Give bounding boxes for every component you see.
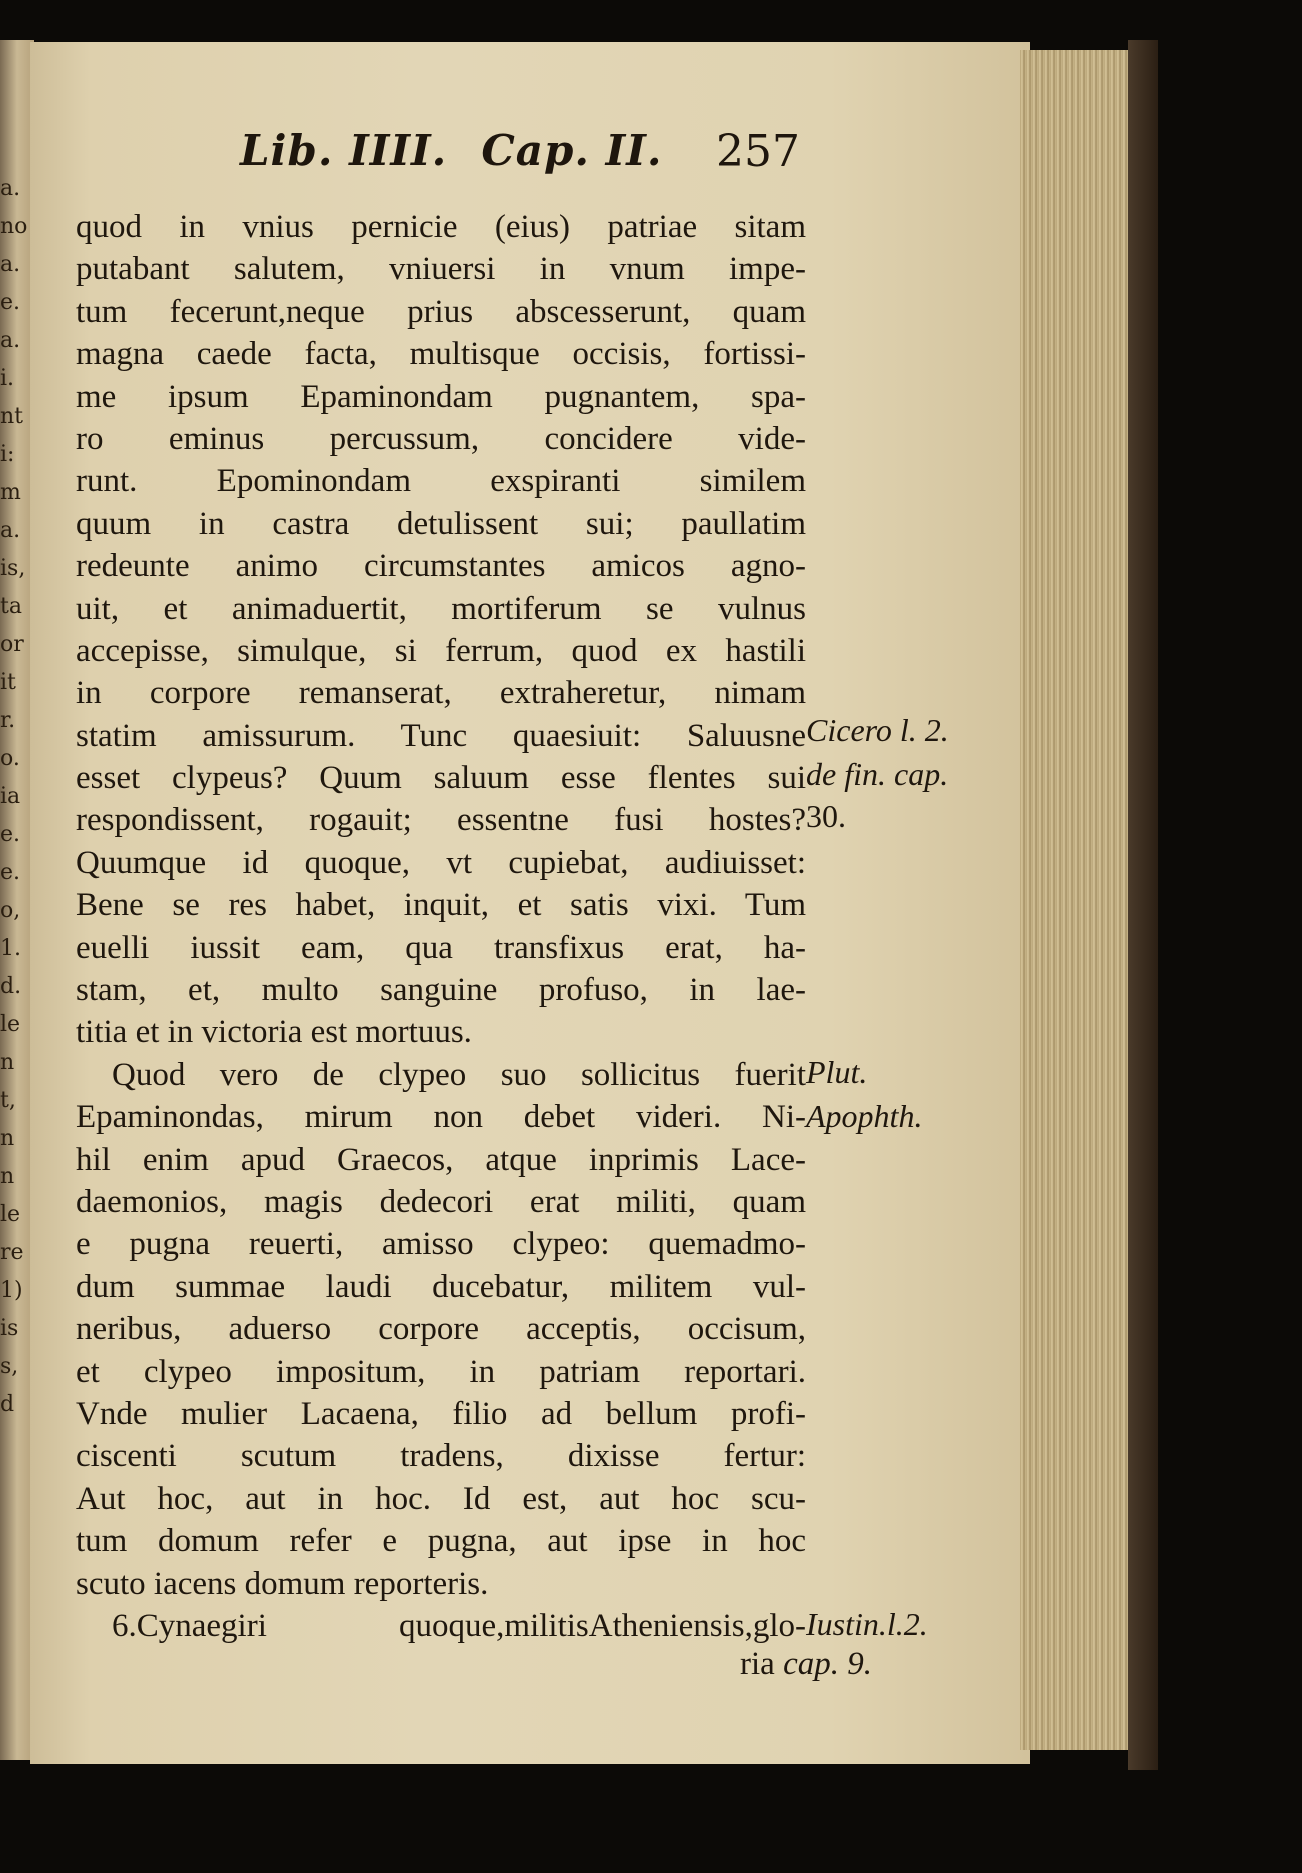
previous-page-fragment: no bbox=[0, 214, 28, 239]
previous-page-fragment: m bbox=[0, 480, 21, 505]
previous-page-fragment: is, bbox=[0, 556, 26, 581]
previous-page-fragment: it bbox=[0, 670, 16, 695]
previous-page-fragment: d bbox=[0, 1392, 15, 1417]
previous-page-fragment: e. bbox=[0, 290, 21, 315]
previous-page-fragment: is bbox=[0, 1316, 19, 1341]
previous-page-fragment: 1. bbox=[0, 936, 21, 961]
text-line: scuto iacens domum reporteris. bbox=[76, 1565, 489, 1602]
text-line: me ipsum Epaminondam pugnantem, spa- bbox=[76, 378, 806, 415]
previous-page-fragment: n bbox=[0, 1164, 15, 1189]
page-block-edges bbox=[1020, 50, 1136, 1750]
previous-page-fragment: nt bbox=[0, 404, 24, 429]
margin-note-iustin: Iustin.l.2. bbox=[806, 1606, 928, 1642]
text-line: respondissent, rogauit; essentne fusi hostes? bbox=[76, 802, 806, 839]
text-line: in corpore remanserat, extraheretur, nimam bbox=[76, 675, 806, 712]
chapter-number: Cap. II. bbox=[481, 126, 663, 175]
text-line: 6.Cynaegiri quoque,militisAtheniensis,glo- bbox=[112, 1607, 806, 1644]
catchword bbox=[740, 1646, 872, 1683]
book-binding bbox=[1128, 40, 1158, 1770]
text-line: daemonios, magis dedecori erat militi, quam bbox=[76, 1183, 806, 1220]
text-line: titia et in victoria est mortuus. bbox=[76, 1014, 472, 1051]
text-line: dum summae laudi ducebatur, militem vul- bbox=[76, 1268, 806, 1305]
text-line: putabant salutem, vniuersi in vnum impe- bbox=[76, 251, 806, 288]
previous-page-fragment: o, bbox=[0, 898, 21, 923]
text-line: Aut hoc, aut in hoc. Id est, aut hoc scu- bbox=[76, 1480, 806, 1517]
margin-note-apophth: Apophth. bbox=[806, 1098, 923, 1134]
previous-page-fragment: t, bbox=[0, 1088, 16, 1113]
margin-note-plutarch: Plut. bbox=[806, 1054, 868, 1090]
page-number: 257 bbox=[716, 126, 800, 177]
previous-page-fragment: ia bbox=[0, 784, 21, 809]
text-line: stam, et, multo sanguine profuso, in lae- bbox=[76, 972, 806, 1009]
previous-page-fragment: le bbox=[0, 1012, 21, 1037]
previous-page-fragment: a. bbox=[0, 328, 21, 353]
previous-page-fragment: e. bbox=[0, 822, 21, 847]
text-line: esset clypeus? Quum saluum esse flentes sui bbox=[76, 760, 806, 797]
text-line: statim amissurum. Tunc quaesiuit: Saluusne bbox=[76, 717, 806, 754]
previous-page-fragment: re bbox=[0, 1240, 24, 1265]
text-line: quod in vnius pernicie (eius) patriae sitam bbox=[76, 209, 806, 245]
text-line: et clypeo impositum, in patriam reportari. bbox=[76, 1353, 806, 1390]
text-line: e pugna reuerti, amisso clypeo: quemadmo- bbox=[76, 1226, 806, 1263]
text-line: hil enim apud Graecos, atque inprimis Lace- bbox=[76, 1141, 806, 1178]
text-line: magna caede facta, multisque occisis, fortissi- bbox=[76, 336, 806, 373]
text-line: Quumque id quoque, vt cupiebat, audiuisset: bbox=[76, 844, 806, 881]
margin-note-cicero-chapter: 30. bbox=[806, 798, 846, 834]
text-line: Vnde mulier Lacaena, filio ad bellum profi- bbox=[76, 1395, 806, 1432]
text-line: quum in castra detulissent sui; paullatim bbox=[76, 505, 806, 542]
previous-page-fragment: n bbox=[0, 1050, 15, 1075]
previous-page-fragment: o. bbox=[0, 746, 20, 771]
text-line: tum domum refer e pugna, aut ipse in hoc bbox=[76, 1523, 806, 1560]
text-line: euelli iussit eam, qua transfixus erat, ha- bbox=[76, 929, 806, 966]
catchword-ref: cap. 9. bbox=[783, 1646, 872, 1682]
previous-page-fragment: 1) bbox=[0, 1278, 23, 1303]
body-text bbox=[76, 206, 806, 1647]
previous-page-fragment: a. bbox=[0, 252, 21, 277]
text-line: tum fecerunt,neque prius abscesserunt, quam bbox=[76, 293, 806, 330]
text-line: Bene se res habet, inquit, et satis vixi. Tum bbox=[76, 887, 806, 924]
previous-page-fragment: i. bbox=[0, 366, 15, 391]
previous-page-fragment: or bbox=[0, 632, 24, 657]
previous-page-fragment: i: bbox=[0, 442, 15, 467]
running-head bbox=[240, 126, 696, 175]
text-line: ciscenti scutum tradens, dixisse fertur: bbox=[76, 1438, 806, 1475]
catchword-text: ria bbox=[740, 1646, 775, 1682]
previous-page-fragment: ta bbox=[0, 594, 22, 619]
text-line: accepisse, simulque, si ferrum, quod ex hastili bbox=[76, 632, 806, 669]
previous-page-fragment: r. bbox=[0, 708, 16, 733]
text-line: redeunte animo circumstantes amicos agno- bbox=[76, 548, 806, 585]
previous-page-fragment: n bbox=[0, 1126, 15, 1151]
text-line: Quod vero de clypeo suo sollicitus fuerit bbox=[112, 1056, 806, 1093]
book-number: Lib. IIII. bbox=[240, 126, 448, 175]
text-line: Epaminondas, mirum non debet videri. Ni- bbox=[76, 1099, 806, 1136]
margin-note-cicero: Cicero l. 2. bbox=[806, 712, 949, 748]
previous-page-fragment: a. bbox=[0, 518, 21, 543]
margin-note-cicero-ref: de fin. cap. bbox=[806, 756, 949, 792]
text-line: uit, et animaduertit, mortiferum se vulnus bbox=[76, 590, 806, 627]
text-line: runt. Epominondam exspiranti similem bbox=[76, 463, 806, 500]
previous-page-fragment: e. bbox=[0, 860, 21, 885]
previous-page-fragment: s, bbox=[0, 1354, 19, 1379]
text-line: neribus, aduerso corpore acceptis, occisum, bbox=[76, 1311, 806, 1348]
previous-page-fragment: d. bbox=[0, 974, 22, 999]
previous-page-fragment: a. bbox=[0, 176, 21, 201]
previous-page-fragment: le bbox=[0, 1202, 21, 1227]
text-line: ro eminus percussum, concidere vide- bbox=[76, 420, 806, 457]
